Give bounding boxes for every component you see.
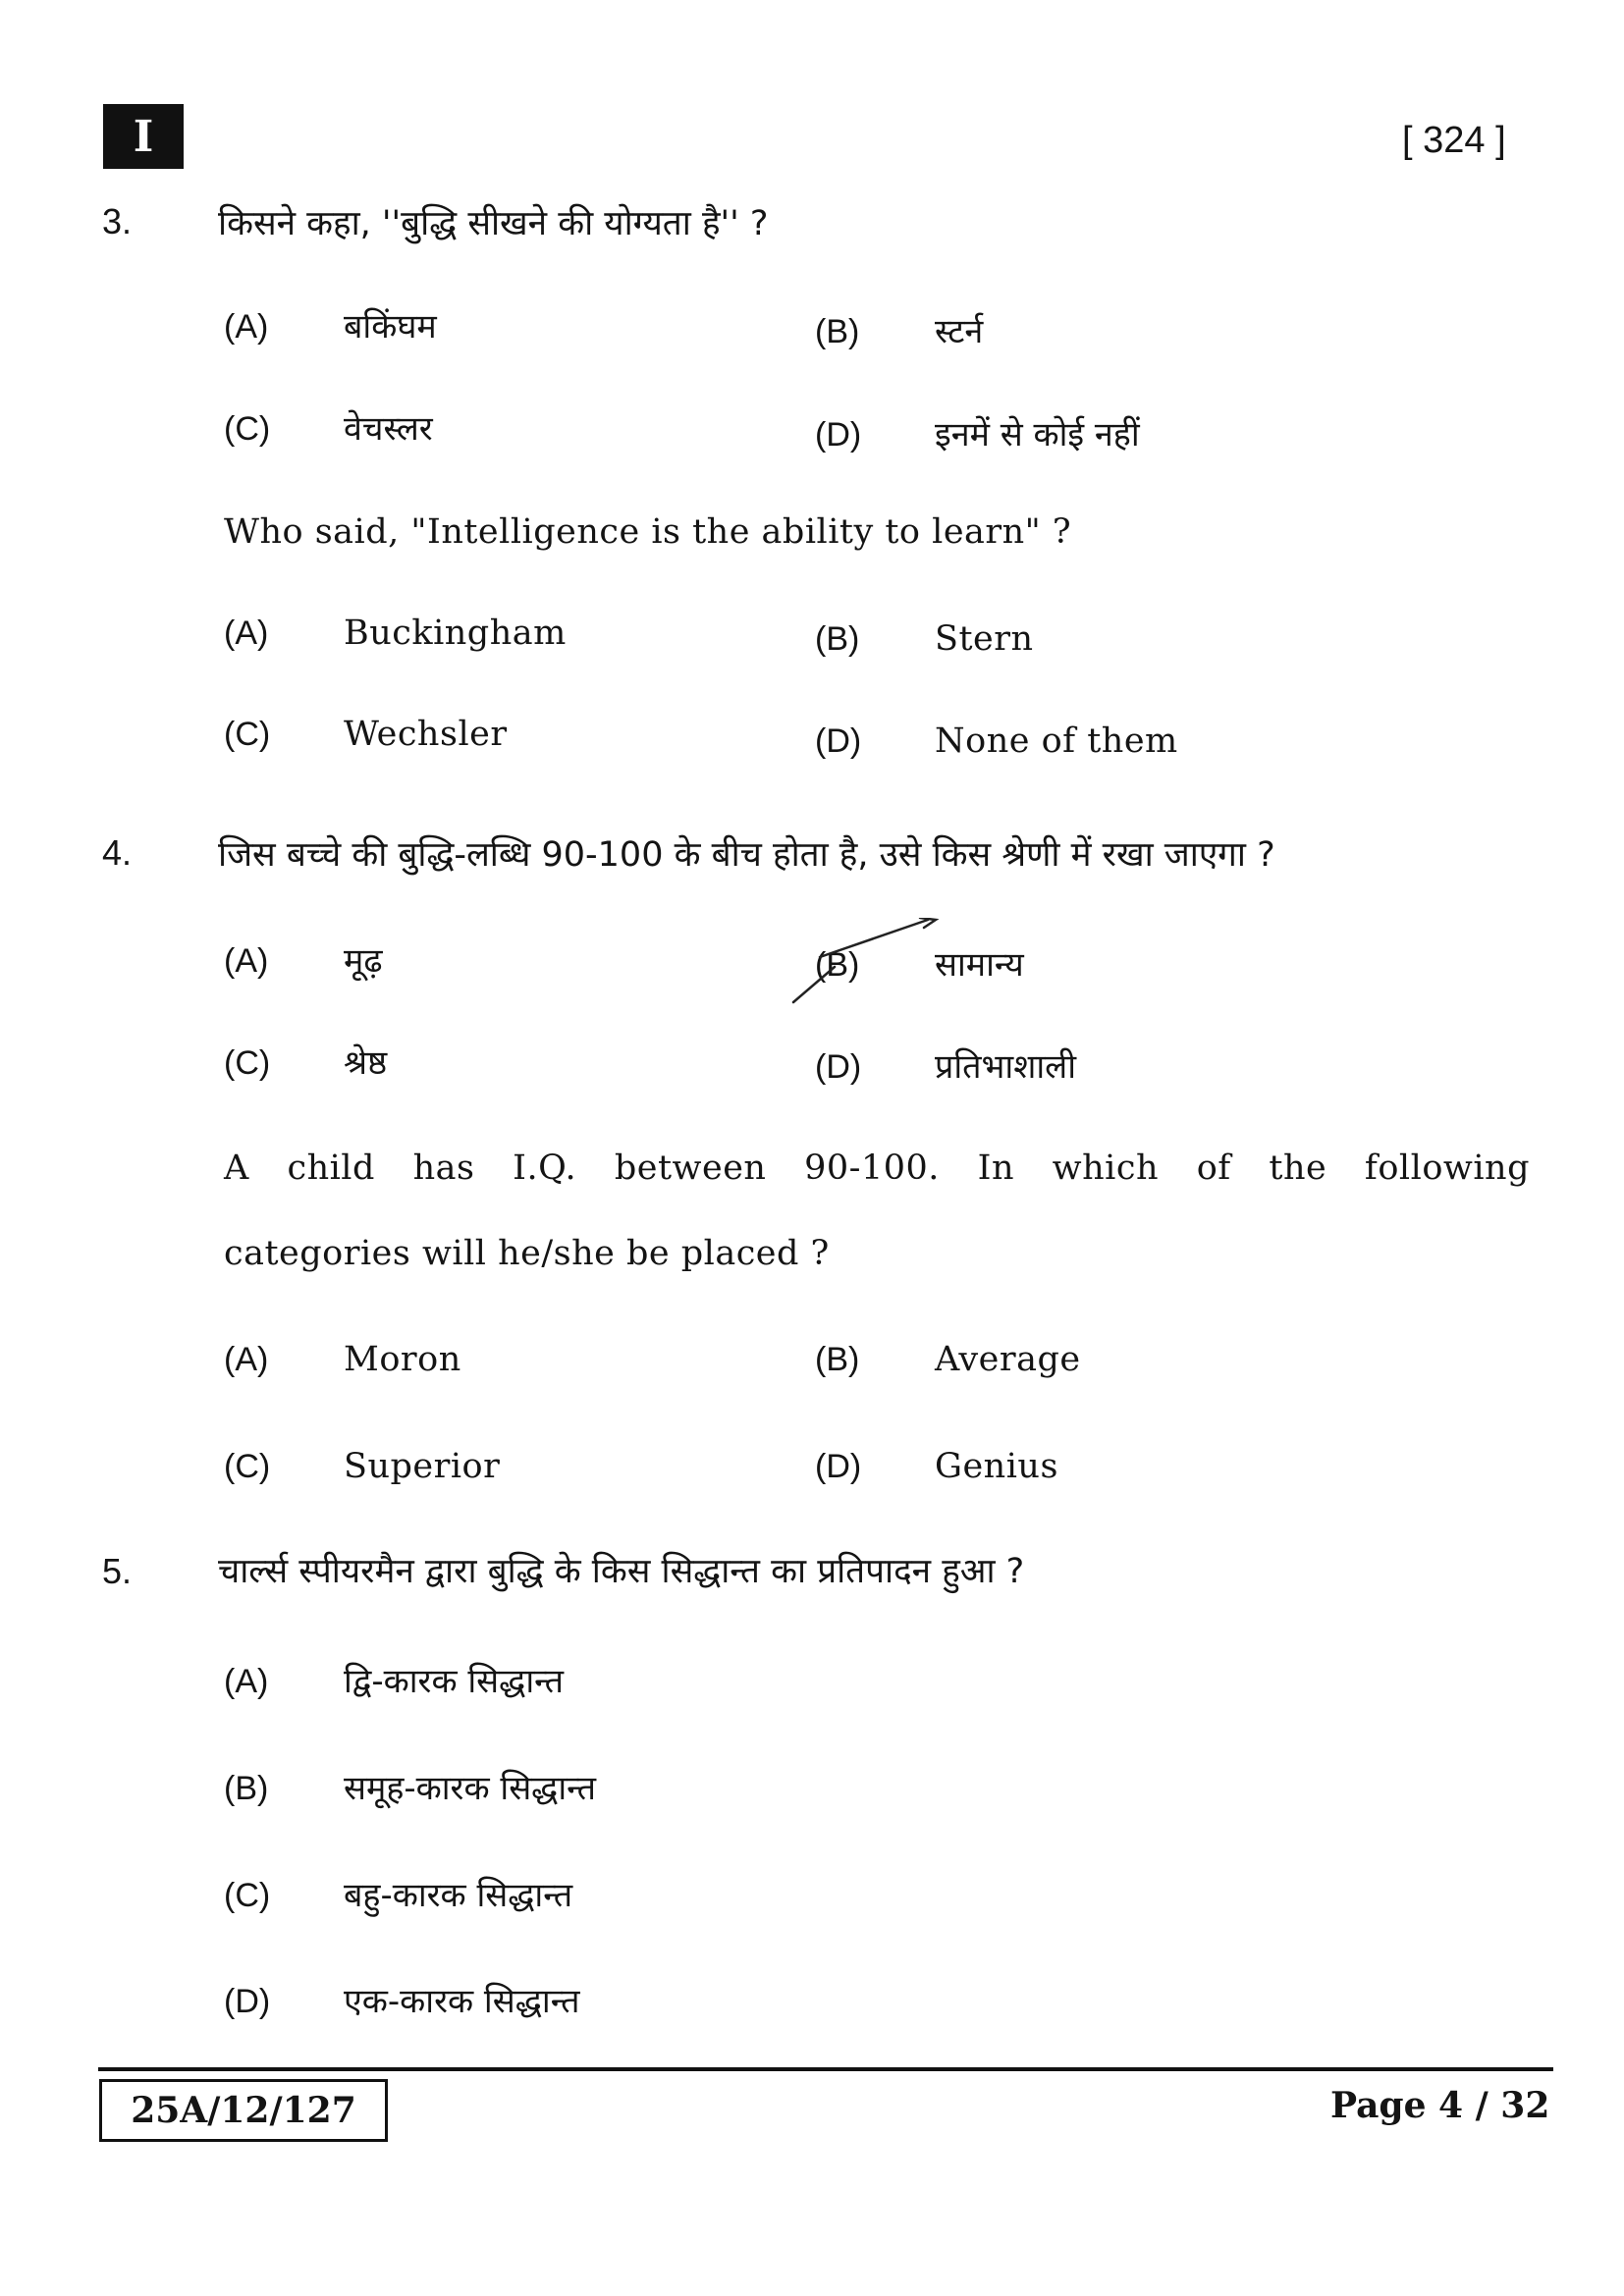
option-label: (A) xyxy=(224,942,269,980)
option-a-hindi[interactable] xyxy=(224,1657,564,1702)
option-c-english[interactable] xyxy=(224,715,508,754)
footer-divider xyxy=(98,2067,1553,2071)
paper-code: [ 324 ] xyxy=(1402,120,1506,161)
option-label: (C) xyxy=(224,1877,271,1914)
option-d-hindi[interactable] xyxy=(815,1042,1076,1088)
option-text: एक-कारक सिद्धान्त xyxy=(344,1982,580,2021)
option-text: बकिंघम xyxy=(344,307,437,347)
option-text: प्रतिभाशाली xyxy=(935,1047,1077,1087)
option-c-hindi[interactable] xyxy=(224,1039,387,1084)
option-label: (B) xyxy=(815,620,860,658)
option-label: (A) xyxy=(224,1663,269,1700)
option-text: श्रेष्ठ xyxy=(344,1043,388,1083)
option-b-hindi[interactable] xyxy=(815,307,983,352)
option-label: (B) xyxy=(815,946,860,984)
option-a-hindi[interactable] xyxy=(224,936,382,982)
option-text: Average xyxy=(935,1340,1081,1379)
option-label: (A) xyxy=(224,308,269,346)
option-text: मूढ़ xyxy=(344,941,383,981)
option-label: (B) xyxy=(815,1341,860,1378)
question-text-hindi: जिस बच्चे की बुद्धि-लब्धि 90-100 के बीच होता है, उसे किस श्रेणी में रखा जाएगा ? xyxy=(218,835,1275,875)
question-text-hindi: किसने कहा, ''बुद्धि सीखने की योग्यता है'' ? xyxy=(218,204,769,243)
option-d-english[interactable] xyxy=(815,1447,1058,1486)
option-a-english[interactable] xyxy=(224,614,567,653)
page-number: Page 4 / 32 xyxy=(1330,2085,1550,2126)
option-c-hindi[interactable] xyxy=(224,404,433,450)
option-text: स्टर्न xyxy=(935,312,984,351)
option-c-hindi[interactable] xyxy=(224,1871,572,1916)
option-text: सामान्य xyxy=(935,945,1024,985)
set-badge xyxy=(103,104,184,169)
question-number: 5. xyxy=(102,1551,133,1591)
option-text: Buckingham xyxy=(344,614,567,653)
option-text: इनमें से कोई नहीं xyxy=(935,415,1140,454)
question-number: 3. xyxy=(102,201,133,241)
option-label: (D) xyxy=(815,416,862,454)
option-label: (B) xyxy=(224,1770,269,1807)
option-label: (A) xyxy=(224,1341,269,1378)
option-label: (C) xyxy=(224,1448,271,1485)
option-d-hindi[interactable] xyxy=(224,1977,580,2022)
option-label: (D) xyxy=(815,722,862,760)
option-label: (C) xyxy=(224,410,271,448)
option-label: (D) xyxy=(224,1983,271,2020)
question-text-hindi: चार्ल्स स्पीयरमैन द्वारा बुद्धि के किस सिद्धान्त का प्रतिपादन हुआ ? xyxy=(218,1552,1025,1591)
booklet-code-box xyxy=(99,2079,388,2142)
option-text: Moron xyxy=(344,1340,461,1379)
option-text: वेचस्लर xyxy=(344,409,433,449)
question-text-english-line2: categories will he/she be placed ? xyxy=(224,1234,830,1273)
option-text: बहु-कारक सिद्धान्त xyxy=(344,1876,573,1915)
option-text: समूह-कारक सिद्धान्त xyxy=(344,1769,596,1808)
option-label: (A) xyxy=(224,614,269,652)
option-label: (D) xyxy=(815,1048,862,1086)
pen-tick-mark-icon xyxy=(790,918,947,1006)
option-b-hindi[interactable] xyxy=(224,1764,596,1809)
option-label: (B) xyxy=(815,313,860,350)
option-text: None of them xyxy=(935,721,1178,761)
option-label: (C) xyxy=(224,716,271,753)
question-number: 4. xyxy=(102,832,133,873)
option-d-hindi[interactable] xyxy=(815,410,1140,455)
option-b-english[interactable] xyxy=(815,619,1034,659)
question-text-english-line1: A child has I.Q. between 90-100. In which of the following xyxy=(224,1148,1530,1188)
option-label: (D) xyxy=(815,1448,862,1485)
option-a-english[interactable] xyxy=(224,1340,461,1379)
option-a-hindi[interactable] xyxy=(224,302,437,347)
option-text: Stern xyxy=(935,619,1034,659)
option-text: Wechsler xyxy=(344,715,508,754)
option-b-english[interactable] xyxy=(815,1340,1081,1379)
option-text: Genius xyxy=(935,1447,1058,1486)
option-text: Superior xyxy=(344,1447,501,1486)
option-text: द्वि-कारक सिद्धान्त xyxy=(344,1662,564,1701)
booklet-code: 25A/12/127 xyxy=(131,2090,356,2131)
option-d-english[interactable] xyxy=(815,721,1178,761)
set-label: I xyxy=(133,111,154,162)
option-c-english[interactable] xyxy=(224,1447,500,1486)
option-label: (C) xyxy=(224,1044,271,1082)
question-text-english: Who said, "Intelligence is the ability to learn" ? xyxy=(224,512,1072,552)
